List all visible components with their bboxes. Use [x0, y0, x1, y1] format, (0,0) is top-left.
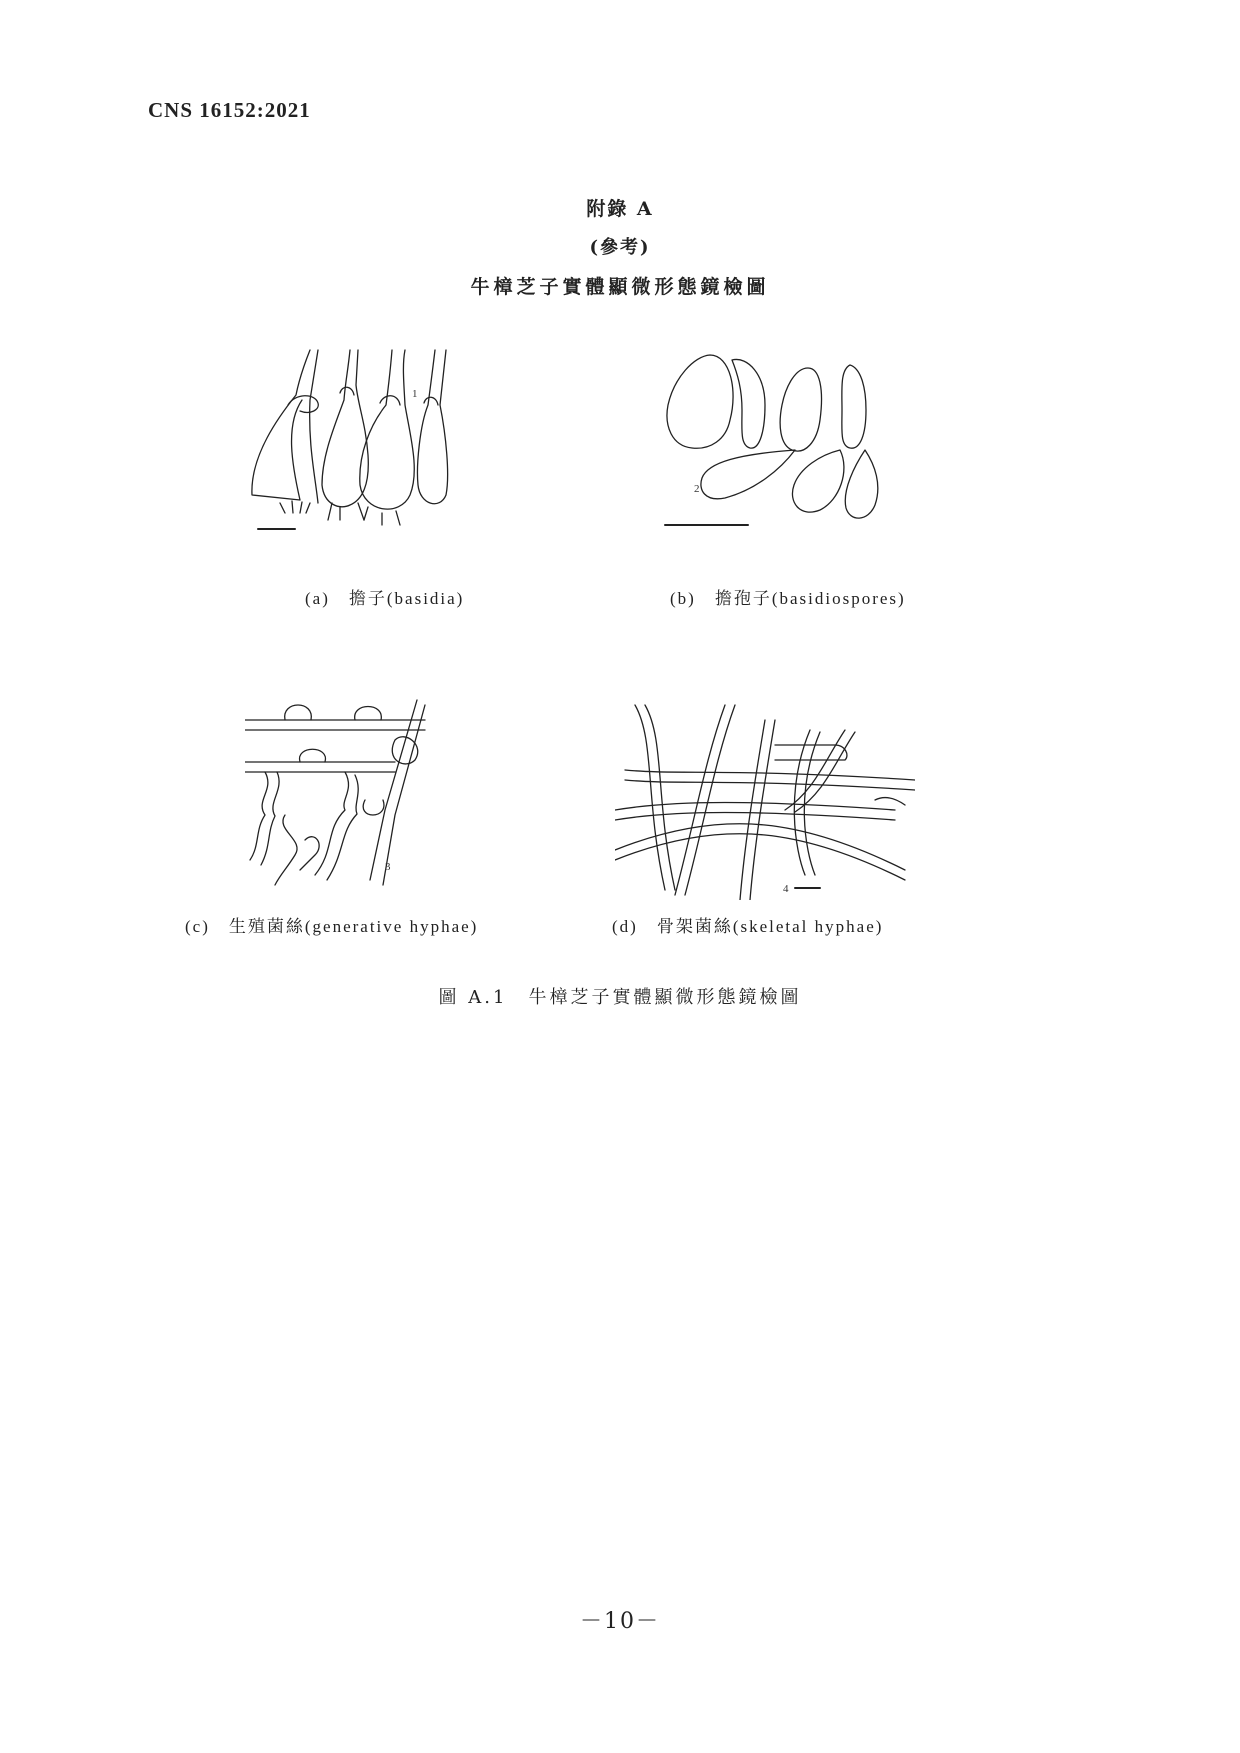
figure-b-caption: (b) 擔孢子(basidiospores) — [670, 589, 906, 608]
svg-text:2: 2 — [694, 483, 700, 495]
skeletal-hyphae-illustration — [615, 700, 915, 900]
annex-title: 附錄 A — [586, 198, 654, 220]
svg-text:3: 3 — [385, 861, 391, 873]
figure-d-caption: (d) 骨架菌絲(skeletal hyphae) — [612, 917, 884, 936]
figure-caption: 圖 A.1 牛樟芝子實體顯微形態鏡檢圖 — [438, 987, 802, 1008]
basidiospores-illustration — [660, 350, 905, 540]
generative-hyphae-illustration — [245, 690, 445, 890]
figure-c-caption: (c) 生殖菌絲(generative hyphae) — [185, 917, 479, 936]
svg-text:1: 1 — [412, 388, 418, 400]
page-number: －10－ — [580, 1609, 660, 1634]
figure-a-caption: (a) 擔子(basidia) — [305, 589, 465, 608]
svg-text:4: 4 — [783, 883, 789, 895]
basidia-illustration — [240, 345, 530, 545]
document-id: CNS 16152:2021 — [148, 98, 311, 122]
annex-type: (參考) — [589, 237, 651, 258]
annex-heading: 牛樟芝子實體顯微形態鏡檢圖 — [470, 276, 770, 298]
